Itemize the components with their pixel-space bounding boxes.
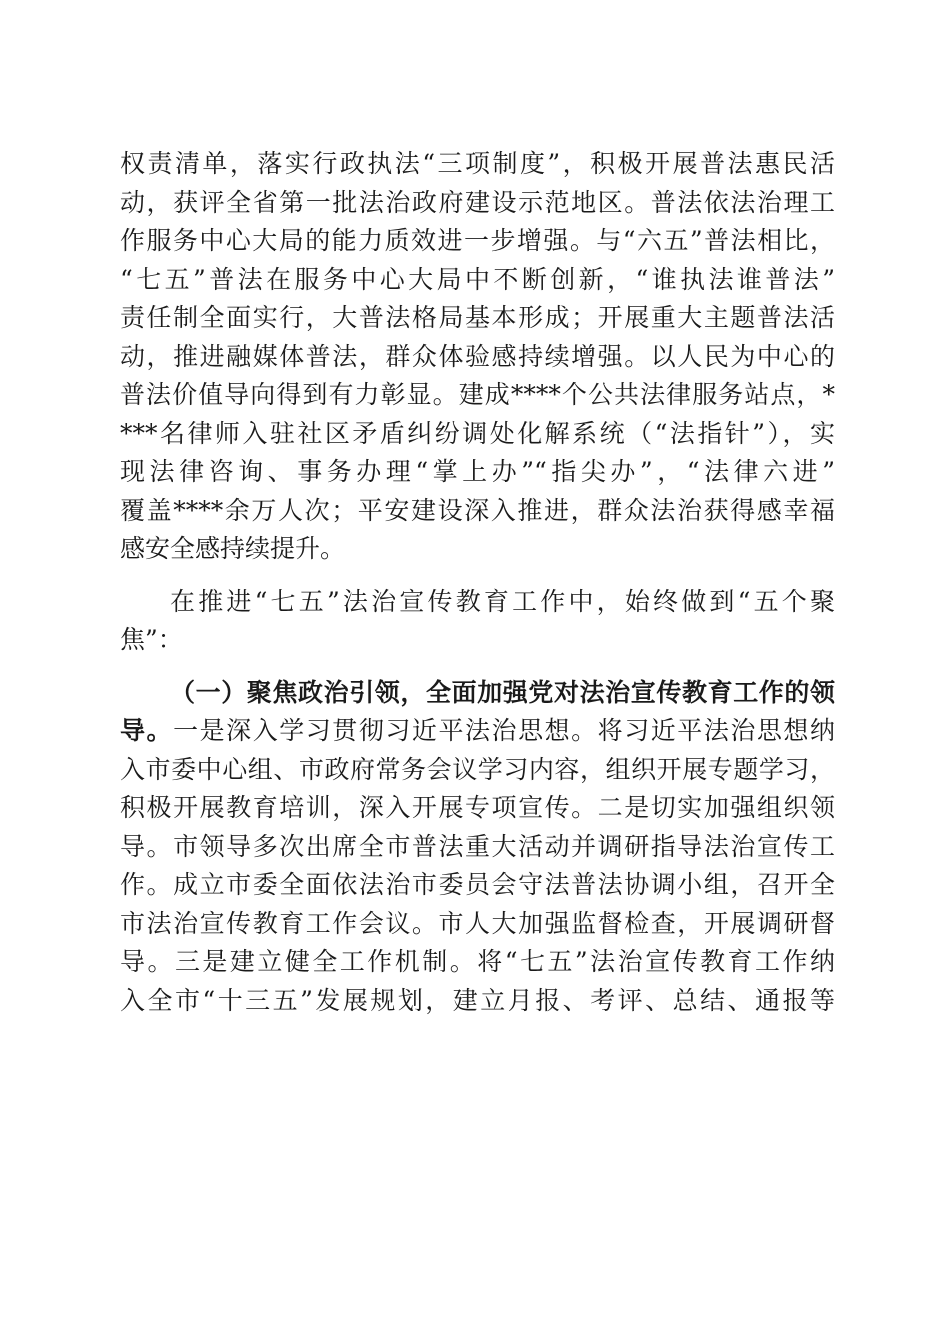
text-line: 责任制全面实行，大普法格局基本形成；开展重大主题普法活 bbox=[120, 303, 835, 332]
text-line: 导。三是建立健全工作机制。将“七五”法治宣传教育工作纳 bbox=[120, 947, 835, 976]
text-line: 感安全感持续提升。 bbox=[120, 534, 346, 563]
text-line: 市法治宣传教育工作会议。市人大加强监督检查，开展调研督 bbox=[120, 908, 835, 938]
paragraph-gap bbox=[120, 569, 835, 583]
text-line: 入全市“十三五”发展规划，建立月报、考评、总结、通报等 bbox=[120, 985, 835, 1015]
paragraph-2 bbox=[120, 583, 835, 660]
document-body bbox=[120, 145, 835, 1020]
text-line: 焦”： bbox=[120, 625, 183, 654]
text-line: 动，推进融媒体普法，群众体验感持续增强。以人民为中心的 bbox=[120, 341, 835, 371]
text-line: 在推进“七五”法治宣传教育工作中，始终做到“五个聚 bbox=[170, 586, 835, 616]
text-line: ***名律师入驻社区矛盾纠纷调处化解系统（“法指针”），实 bbox=[120, 418, 835, 448]
text-line: 积极开展教育培训，深入开展专项宣传。二是切实加强组织领 bbox=[120, 793, 835, 822]
text-line: 覆盖****余万人次；平安建设深入推进，群众法治获得感幸福 bbox=[120, 495, 835, 525]
text-segment: 一是深入学习贯彻习近平法治思想。将习近平法治思想纳 bbox=[173, 716, 835, 745]
text-line: 动，获评全省第一批法治政府建设示范地区。普法依法治理工 bbox=[120, 187, 835, 217]
paragraph-gap bbox=[120, 660, 835, 674]
paragraph-3 bbox=[120, 674, 835, 1021]
text-line: 普法价值导向得到有力彰显。建成****个公共法律服务站点，* bbox=[120, 380, 835, 409]
text-line: 作服务中心大局的能力质效进一步增强。与“六五”普法相比， bbox=[120, 226, 835, 255]
text-line bbox=[120, 712, 835, 751]
section-heading-tail: 导。 bbox=[120, 716, 174, 745]
text-line: 现法律咨询、事务办理“掌上办”“指尖办”，“法律六进” bbox=[120, 457, 835, 486]
text-line: “七五”普法在服务中心大局中不断创新，“谁执法谁普法” bbox=[120, 264, 835, 294]
section-heading: （一）聚焦政治引领，全面加强党对法治宣传教育工作的领 bbox=[170, 677, 835, 707]
text-line: 导。市领导多次出席全市普法重大活动并调研指导法治宣传工 bbox=[120, 831, 835, 861]
text-line: 入市委中心组、市政府常务会议学习内容，组织开展专题学习， bbox=[120, 754, 835, 784]
text-line: 权责清单，落实行政执法“三项制度”，积极开展普法惠民活 bbox=[120, 149, 835, 178]
paragraph-1 bbox=[120, 145, 835, 569]
text-line: 作。成立市委全面依法治市委员会守法普法协调小组，召开全 bbox=[120, 870, 835, 899]
